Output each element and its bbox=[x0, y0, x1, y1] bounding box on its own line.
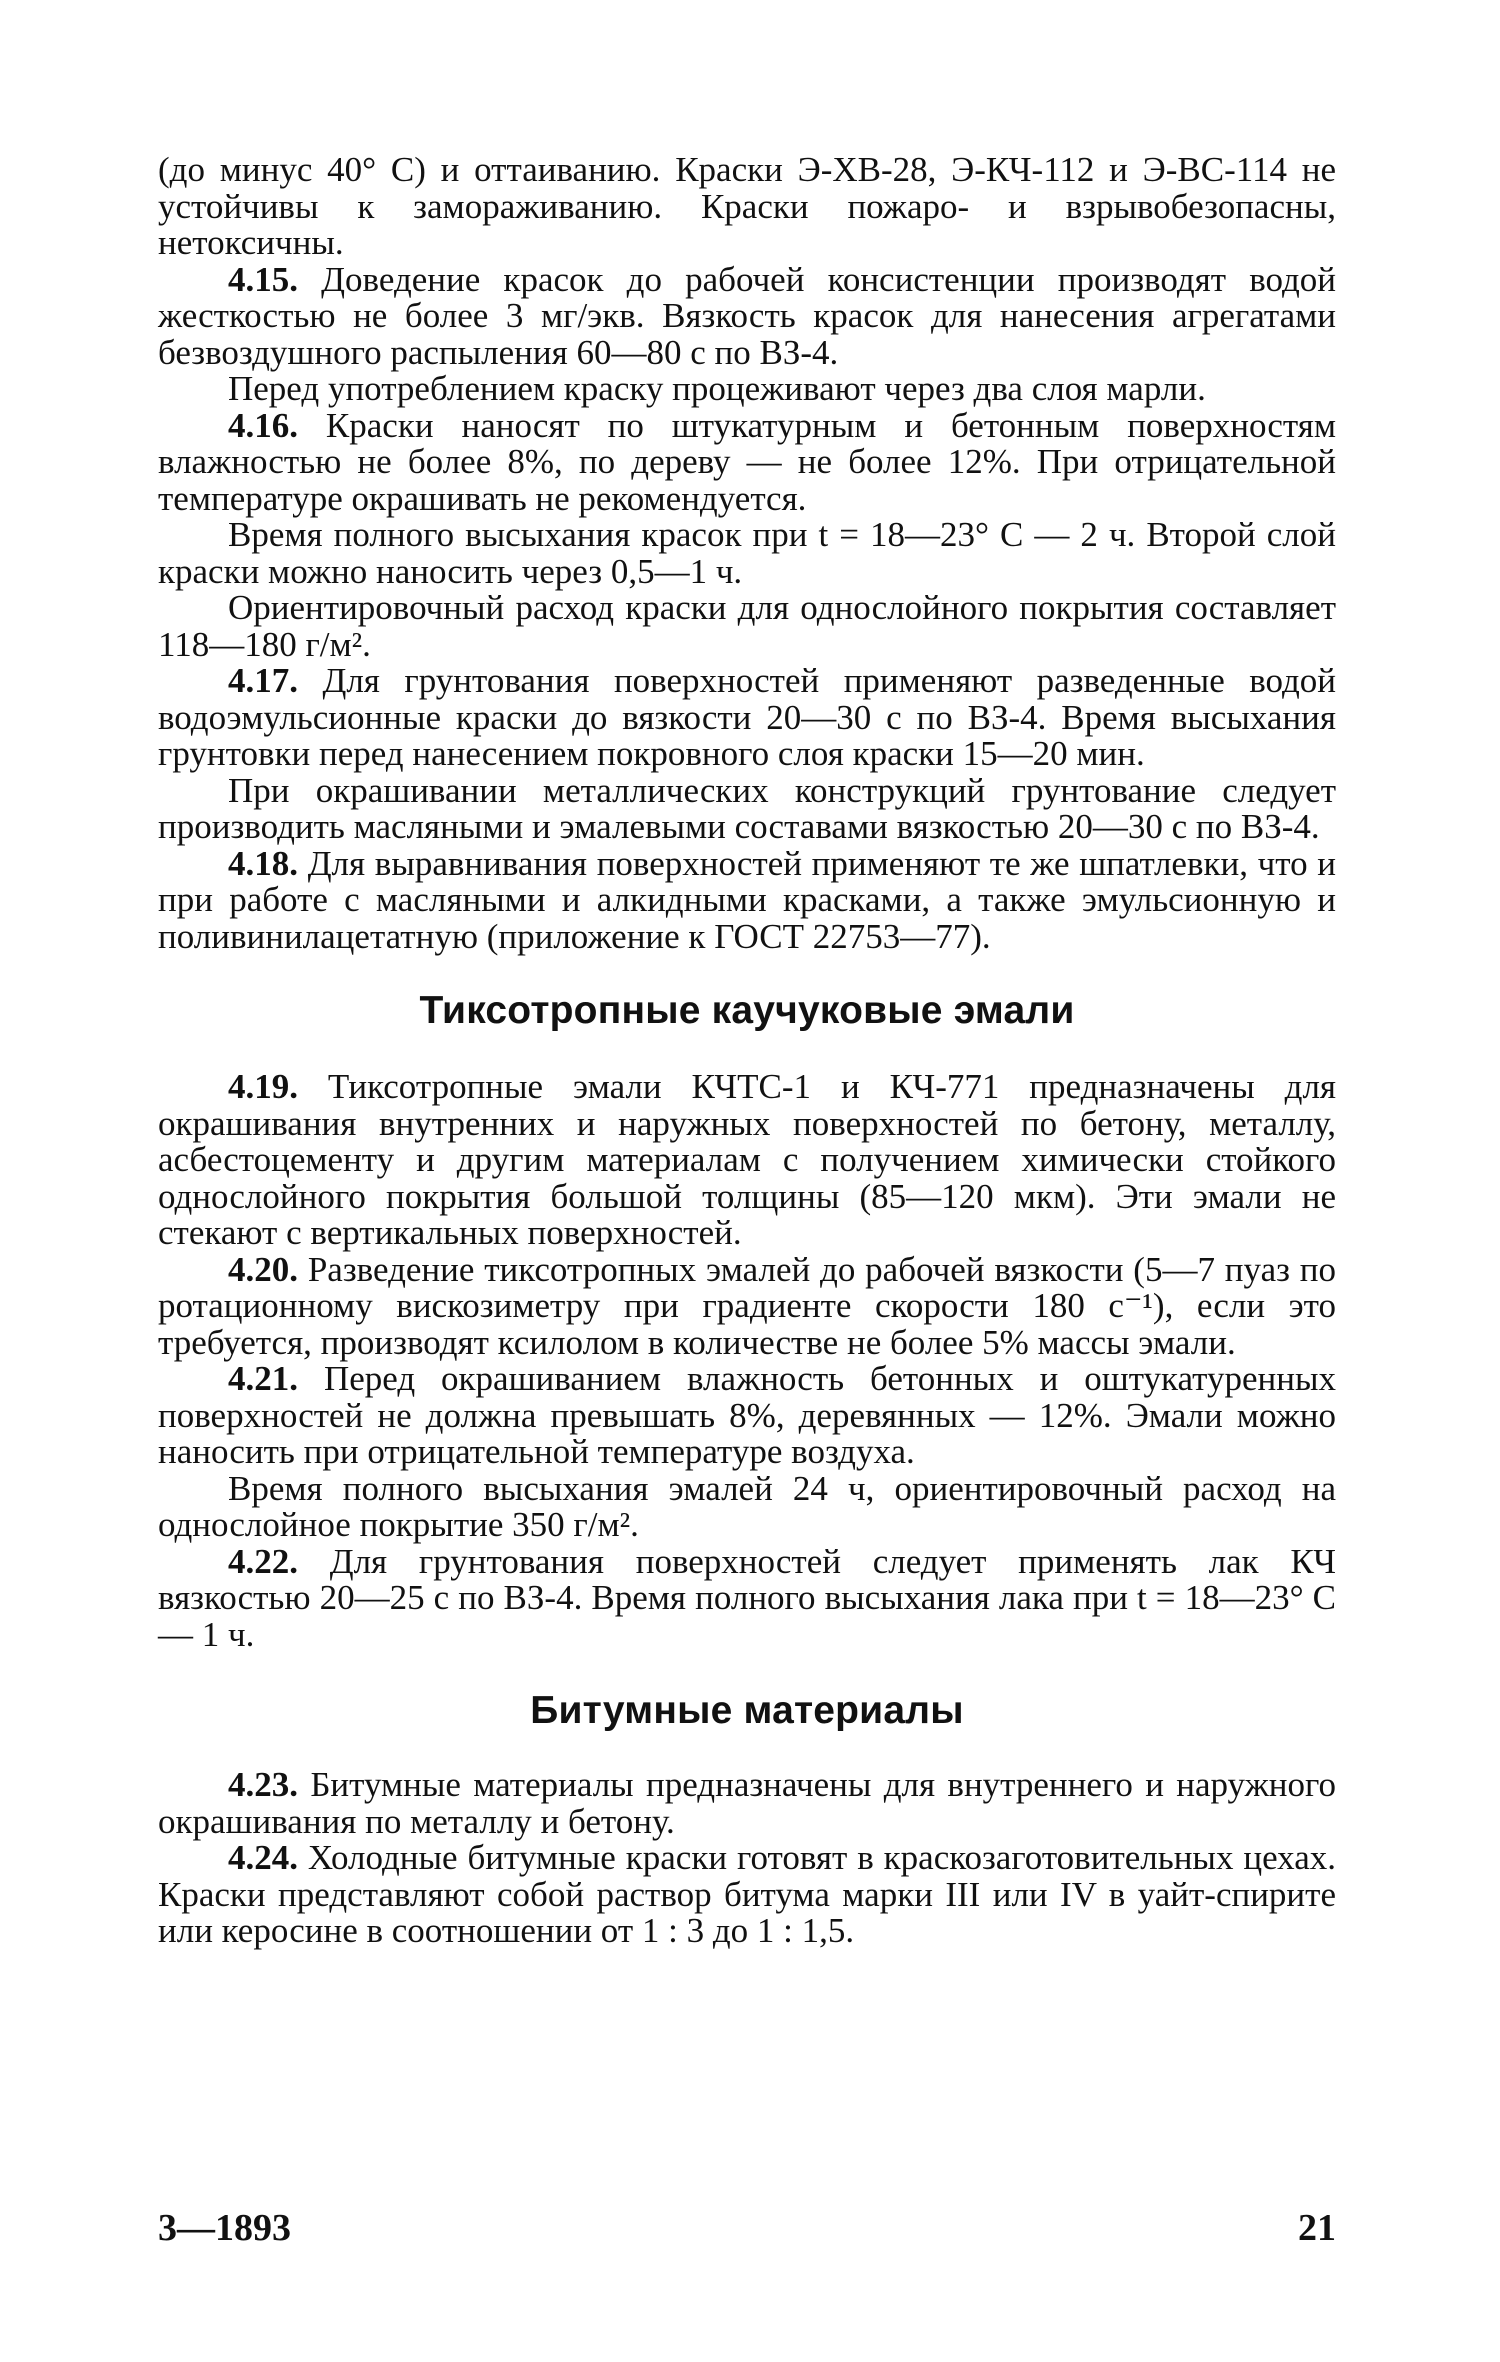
paragraph-4-18: 4.18. Для выравнивания поверхностей применяют те же шпатлевки, что и при работе с масляными и алкидными красками, а также эмульсионную и поливинилацетатную (приложение к ГОСТ 22753—77). bbox=[158, 843, 1337, 956]
paragraph-drying-time: Время полного высыхания красок при t = 18—23° С — 2 ч. Второй слой краски можно наносить через 0,5—1 ч. bbox=[158, 515, 1336, 591]
signature-code: 3—1893 bbox=[158, 2207, 291, 2249]
paragraph-4-23: 4.23. Битумные материалы предназначены для внутреннего и наружного окрашивания по металлу и бетону. bbox=[158, 1765, 1336, 1841]
page-number: 21 bbox=[1298, 2207, 1336, 2249]
paragraph-enamel-drying: Время полного высыхания эмалей 24 ч, ориентировочный расход на однослойное покрытие 350 г/м². bbox=[158, 1468, 1336, 1544]
paragraph-4-22: 4.22. Для грунтования поверхностей следует применять лак КЧ вязкостью 20—25 с по ВЗ-4. Время полного высыхания лака при t = 18—23° С — 1 ч. bbox=[158, 1541, 1336, 1654]
section-bitumen bbox=[158, 1767, 1336, 1950]
paragraph-4-16: 4.16. Краски наносят по штукатурным и бетонным поверхностям влажностью не более 8%, по дереву — не более 12%. При отрицательной температуре окрашивать не рекомендуется. bbox=[158, 405, 1336, 518]
section-thixotropic bbox=[158, 1069, 1336, 1653]
paragraph-4-24: 4.24. Холодные битумные краски готовят в краскозаготовительных цехах. Краски представляют собой раствор битума марки III или IV в уайт-спирите или керосине в соотношении от 1 : 3 до 1 : 1,5. bbox=[158, 1838, 1336, 1950]
paragraph-4-21: 4.21. Перед окрашиванием влажность бетонных и оштукатуренных поверхностей не должна превышать 8%, деревянных — 12%. Эмали можно наносить при отрицательной температуре воздуха. bbox=[158, 1359, 1337, 1471]
paragraph-strain: Перед употреблением краску процеживают через два слоя марли. bbox=[228, 369, 1206, 408]
paragraph-4-17: 4.17. Для грунтования поверхностей применяют разведенные водой водоэмульсионные краски до вязкости 20—30 с по ВЗ-4. Время высыхания грунтовки перед нанесением покровного слоя краски 15—20 мин. bbox=[158, 661, 1337, 773]
page-body bbox=[158, 152, 1336, 1950]
section-heading-bitumen: Битумные материалы bbox=[530, 1689, 964, 1732]
section-heading-thixotropic: Тиксотропные каучуковые эмали bbox=[419, 989, 1075, 1032]
paragraph-4-15: 4.15. Доведение красок до рабочей консистенции производят водой жесткостью не более 3 мг/экв. Вязкость красок для нанесения агрегатами безвоздушного распыления 60—80 с по ВЗ-4. bbox=[158, 259, 1337, 372]
paragraph-4-20: 4.20. Разведение тиксотропных эмалей до рабочей вязкости (5—7 пуаз по ротационному вискозиметру при градиенте скорости 180 с⁻¹), если это требуется, производят ксилолом в количестве не более 5% массы эмали. bbox=[158, 1249, 1336, 1362]
paragraph-continuation: (до минус 40° С) и оттаиванию. Краски Э-ХВ-28, Э-КЧ-112 и Э-ВС-114 не устойчивы к замораживанию. Краски пожаро- и взрывобезопасны, нетоксичны. bbox=[158, 150, 1336, 262]
paragraph-4-19: 4.19. Тиксотропные эмали КЧТС-1 и КЧ-771 предназначены для окрашивания внутренних и наружных поверхностей по бетону, металлу, асбестоцементу и другим материалам с получением химически стойкого однослойного покрытия большой толщины (85—120 мкм). Эти эмали не стекают с вертикальных поверхностей. bbox=[158, 1067, 1337, 1252]
section-top bbox=[158, 152, 1336, 955]
paragraph-metal-priming: При окрашивании металлических конструкций грунтование следует производить масляными и эмалевыми составами вязкостью 20—30 с по ВЗ-4. bbox=[158, 770, 1336, 846]
paragraph-consumption: Ориентировочный расход краски для однослойного покрытия составляет 118—180 г/м². bbox=[158, 588, 1336, 664]
